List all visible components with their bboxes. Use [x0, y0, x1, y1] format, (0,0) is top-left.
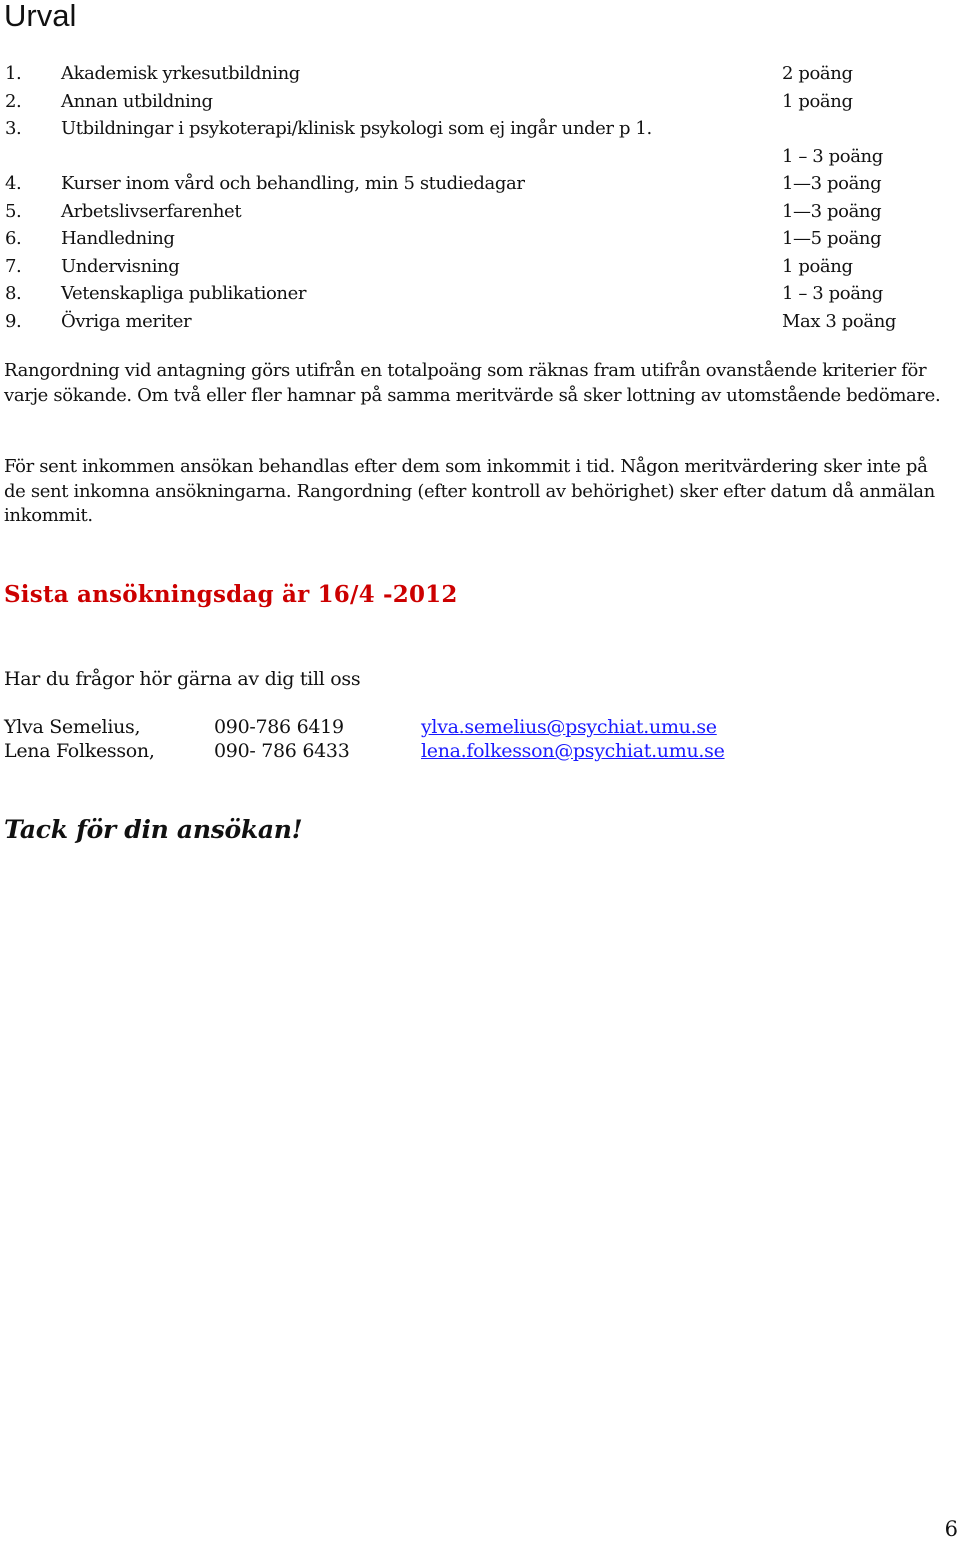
contact-email-link[interactable]: ylva.semelius@psychiat.umu.se — [421, 716, 717, 738]
criteria-label: Akademisk yrkesutbildning — [61, 63, 300, 84]
criteria-number: 1. — [5, 63, 22, 84]
contact-phone: 090- 786 6433 — [214, 740, 350, 762]
criteria-item — [0, 170, 960, 198]
contact-name: Ylva Semelius, — [4, 716, 141, 738]
criteria-label: Övriga meriter — [61, 310, 192, 332]
criteria-number: 4. — [5, 173, 22, 194]
contact-phone: 090-786 6419 — [214, 716, 344, 738]
criteria-points: 1 poäng — [782, 90, 853, 112]
criteria-list — [0, 60, 960, 335]
deadline-heading: Sista ansökningsdag är 16/4 -2012 — [4, 581, 458, 608]
thanks-message: Tack för din ansökan! — [4, 815, 303, 844]
criteria-item — [0, 280, 960, 308]
criteria-number: 6. — [5, 228, 22, 249]
criteria-number: 3. — [5, 118, 22, 139]
criteria-points: 1—3 poäng — [782, 173, 882, 194]
criteria-item — [0, 88, 960, 116]
criteria-item — [0, 198, 960, 226]
criteria-label: Annan utbildning — [61, 90, 213, 112]
criteria-item — [0, 308, 960, 336]
page-title: Urval — [4, 0, 77, 33]
criteria-item — [0, 60, 960, 88]
ranking-paragraph: Rangordning vid antagning görs utifrån en totalpoäng som räknas fram utifrån ovanstående kriterier för varje sökande. Om två eller fler hamnar på samma meritvärde så sker lottning av utomstående bedömare. — [4, 360, 941, 406]
criteria-points: 1—5 poäng — [782, 228, 882, 249]
criteria-number: 9. — [5, 310, 22, 332]
criteria-label: Arbetslivserfarenhet — [61, 200, 242, 222]
contact-row — [4, 715, 904, 739]
criteria-label: Utbildningar i psykoterapi/klinisk psykologi som ej ingår under p 1. — [61, 118, 652, 139]
criteria-label: Kurser inom vård och behandling, min 5 studiedagar — [61, 173, 525, 194]
criteria-item — [0, 225, 960, 253]
criteria-points: 1—3 poäng — [782, 200, 882, 222]
criteria-item — [0, 253, 960, 281]
criteria-number: 7. — [5, 255, 22, 277]
criteria-points: 2 poäng — [782, 63, 853, 84]
criteria-points: 1 – 3 poäng — [782, 145, 883, 167]
criteria-label: Undervisning — [61, 255, 180, 277]
criteria-number: 5. — [5, 200, 22, 222]
criteria-points: 1 – 3 poäng — [782, 283, 883, 304]
questions-text: Har du frågor hör gärna av dig till oss — [4, 668, 361, 690]
criteria-points: Max 3 poäng — [782, 310, 897, 332]
criteria-number: 2. — [5, 90, 22, 112]
criteria-label: Vetenskapliga publikationer — [61, 283, 307, 304]
page-number: 6 — [944, 1517, 958, 1541]
criteria-item — [0, 115, 960, 170]
contact-name: Lena Folkesson, — [4, 740, 155, 762]
criteria-points: 1 poäng — [782, 255, 853, 277]
contact-row — [4, 739, 904, 763]
criteria-number: 8. — [5, 283, 22, 304]
contact-email-link[interactable]: lena.folkesson@psychiat.umu.se — [421, 740, 725, 762]
criteria-label: Handledning — [61, 228, 175, 249]
late-application-paragraph: För sent inkommen ansökan behandlas efter dem som inkommit i tid. Någon meritvärdering sker inte på de sent inkomna ansökningarna. Rangordning (efter kontroll av behörighet) sker efter datum då anmälan inkommit. — [4, 456, 935, 526]
